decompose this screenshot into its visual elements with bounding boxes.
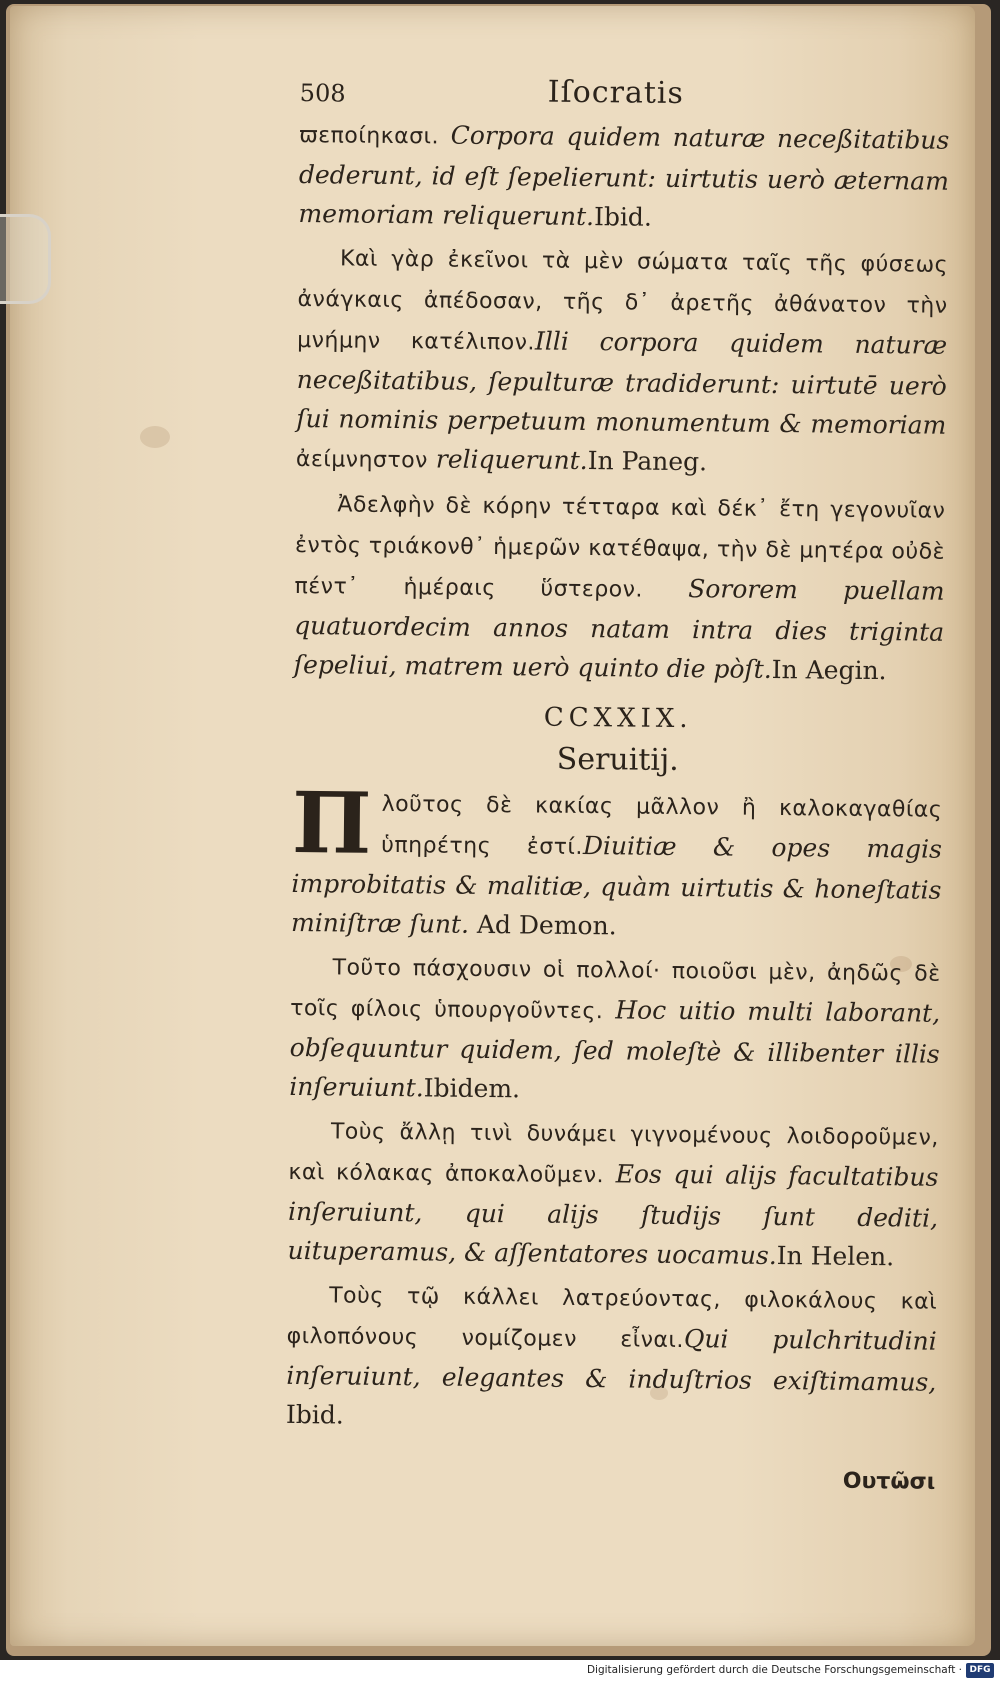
foxing-spot	[140, 426, 170, 448]
source-reference: Ibid.	[593, 202, 653, 232]
source-reference: In Helen.	[776, 1241, 895, 1272]
section-number: CCXXIX.	[543, 702, 693, 735]
source-reference: Ibid.	[285, 1399, 344, 1430]
source-reference: Ibidem.	[423, 1073, 521, 1104]
latin-text: Corpora quidem naturæ neceßitatibus dederunt, id eſt ſepelierunt: uirtutis uerò æternam memoriam reliquerunt.	[298, 120, 950, 232]
greek-text: λοῦτος δὲ κακίας μᾶλλον ἢ καλοκαγαθίας ὑπηρέτης ἐστί.	[381, 791, 943, 861]
paragraph-1	[298, 114, 949, 240]
running-head: Iſocratis	[547, 74, 685, 112]
drop-capital: Π	[291, 772, 372, 873]
source-reference: In Paneg.	[587, 446, 708, 477]
paragraph-3	[294, 483, 946, 691]
greek-text: Τοὺς ἄλλῃ τινὶ δυνάμει γιγνομένους λοιδοροῦμεν, καὶ κόλακας ἀποκαλοῦμεν.	[288, 1119, 939, 1189]
latin-text: Eos qui alijs facultatibus inſeruiunt, qui alijs ſtudijs ſunt dediti, uituperamus, & aſſentatores uocamus.	[287, 1159, 939, 1271]
latin-text: Qui pulchritudini inſeruiunt, elegantes & induſtrios exiſtimamus,	[286, 1324, 937, 1397]
section-title: Seruitij.	[556, 741, 680, 779]
paragraph-7	[286, 1274, 938, 1441]
source-reference: In Aegin.	[771, 654, 887, 686]
catchword: Ουτῶσι	[842, 1468, 936, 1495]
greek-text: Τοὺς τῷ κάλλει λατρεύοντας, φιλοκάλους καὶ φιλοπόνους νομίζομεν εἶναι.	[286, 1283, 938, 1354]
latin-text: reliquerunt.	[427, 444, 588, 476]
page-number: 508	[299, 78, 346, 108]
dfg-logo: DFG	[966, 1663, 994, 1678]
funding-credit: Digitalisierung gefördert durch die Deutsche Forschungsgemeinschaft ·	[586, 1664, 962, 1676]
latin-text: Sororem puellam quatuordecim annos natam intra dies triginta ſepeliui, matrem uerò quinto die pòſt.	[293, 573, 945, 684]
paragraph-4	[290, 772, 943, 949]
greek-text: Καὶ γὰρ ἐκεῖνοι τὰ μὲν σώματα ταῖς τῆς φύσεως ἀνάγκαις ἀπέδοσαν, τῆς δ᾽ ἀρετῆς ἀθάνατον τὴν μνήμην κατέλιπον.	[297, 246, 949, 356]
page-text	[285, 70, 950, 1502]
page-header	[300, 70, 950, 121]
paragraph-2	[296, 237, 948, 486]
latin-text: Hoc uitio multi laborant, obſequuntur quidem, ſed moleſtè & illibenter illis inſeruiunt.	[289, 995, 941, 1103]
page-clip	[0, 214, 51, 304]
paragraph-6	[287, 1110, 939, 1277]
greek-text: ϖεποίηκασι.	[299, 122, 440, 150]
paragraph-5	[289, 946, 941, 1113]
source-reference: Ad Demon.	[476, 909, 617, 941]
digitization-footer	[0, 1660, 1000, 1683]
greek-text: ἀείμνηστον	[295, 446, 429, 474]
greek-text: Τοῦτο πάσχουσιν οἱ πολλοί· ποιοῦσι μὲν, ἀηδῶς δὲ τοῖς φίλοις ὑπουργοῦντες.	[290, 955, 941, 1025]
latin-text: Illi corpora quidem naturæ neceßitatibus, ſepulturæ tradiderunt: uirtutē uerò ſui nominis perpetuum monumentum & memoriam	[296, 326, 948, 440]
greek-text: Ἀδελφὴν δὲ κόρην τέτταρα καὶ δέκ᾽ ἔτη γεγονυῖαν ἐντὸς τριάκονθ᾽ ἡμερῶν κατέθαψα, τὴν δὲ μητέρα οὐδὲ πέντ᾽ ἡμέραις ὕστερον.	[294, 492, 946, 603]
latin-text: Diuitiæ & opes magis improbitatis & malitiæ, quàm uirtutis & honeſtatis miniſtræ ſunt.	[290, 831, 943, 939]
